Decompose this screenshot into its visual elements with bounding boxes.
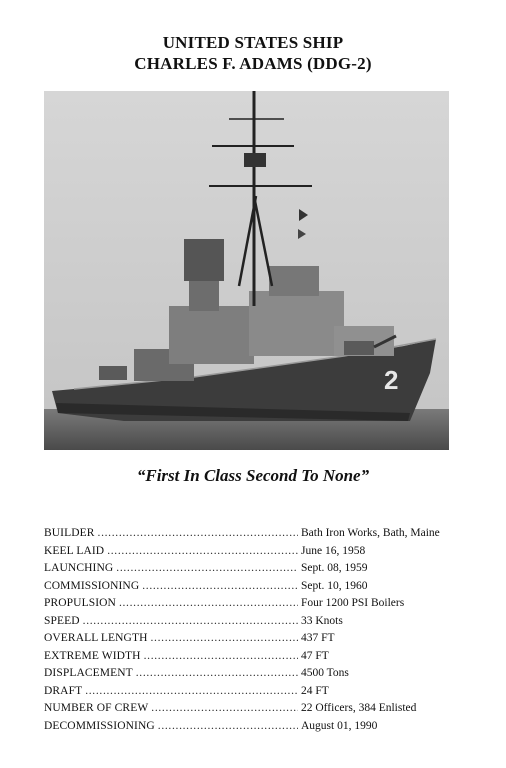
bridge <box>269 266 319 296</box>
leader-dots <box>119 595 298 613</box>
title-line-1: UNITED STATES SHIP <box>162 33 344 52</box>
spec-value: 33 Knots <box>301 614 343 627</box>
spec-label: NUMBER OF CREW <box>44 702 149 714</box>
spec-value: Sept. 10, 1960 <box>301 579 368 592</box>
page-title <box>0 32 506 74</box>
leader-dots <box>151 630 299 648</box>
spec-label: SPEED <box>44 614 80 627</box>
leader-dots <box>85 683 298 701</box>
spec-row <box>44 683 464 701</box>
spec-label: DECOMMISSIONING <box>44 719 155 732</box>
spec-value: 437 FT <box>301 632 335 644</box>
spec-label: OVERALL LENGTH <box>44 632 148 644</box>
ship-photo <box>44 91 449 450</box>
leader-dots <box>142 578 298 596</box>
spec-row <box>44 648 464 666</box>
leader-dots <box>107 543 298 561</box>
leader-dots <box>83 613 298 631</box>
spec-label: EXTREME WIDTH <box>44 649 141 662</box>
spec-value: June 16, 1958 <box>301 544 366 557</box>
spec-row <box>44 543 464 561</box>
ship-illustration <box>44 91 449 450</box>
spec-row <box>44 718 464 736</box>
radar-director <box>184 239 224 281</box>
forward-superstructure <box>249 291 344 356</box>
mid-superstructure <box>169 306 254 364</box>
title-line-2: CHARLES F. ADAMS (DDG-2) <box>134 54 372 73</box>
spec-row <box>44 595 464 613</box>
spec-row <box>44 613 464 631</box>
spec-row <box>44 560 464 578</box>
leader-dots <box>98 525 298 543</box>
spec-row <box>44 525 464 543</box>
hull-number: 2 <box>384 365 399 395</box>
motto: “First In Class Second To None” <box>136 466 370 485</box>
spec-row <box>44 665 464 683</box>
spec-row <box>44 630 464 648</box>
spec-label: PROPULSION <box>44 597 116 609</box>
spec-label: LAUNCHING <box>44 562 114 574</box>
spec-value: August 01, 1990 <box>301 719 378 732</box>
spec-label: DRAFT <box>44 684 83 697</box>
spec-value: Four 1200 PSI Boilers <box>301 597 405 609</box>
leader-dots <box>136 665 298 683</box>
spec-label: BUILDER <box>44 527 95 539</box>
leader-dots <box>144 648 298 666</box>
spec-value: Sept. 08, 1959 <box>301 562 368 574</box>
spec-label: COMMISSIONING <box>44 579 140 592</box>
spec-value: Bath Iron Works, Bath, Maine <box>301 527 440 539</box>
spec-value: 4500 Tons <box>301 667 349 679</box>
spec-value: 47 FT <box>301 649 329 662</box>
leader-dots <box>151 700 298 718</box>
spec-label: DISPLACEMENT <box>44 667 133 679</box>
spec-list <box>44 525 464 735</box>
leader-dots <box>158 718 298 736</box>
spec-row <box>44 700 464 718</box>
gun-mount <box>344 341 374 355</box>
spec-label: KEEL LAID <box>44 544 105 557</box>
spec-value: 22 Officers, 384 Enlisted <box>301 702 417 714</box>
aft-launcher <box>99 366 127 380</box>
spec-value: 24 FT <box>301 684 329 697</box>
leader-dots <box>116 560 298 578</box>
spec-row <box>44 578 464 596</box>
